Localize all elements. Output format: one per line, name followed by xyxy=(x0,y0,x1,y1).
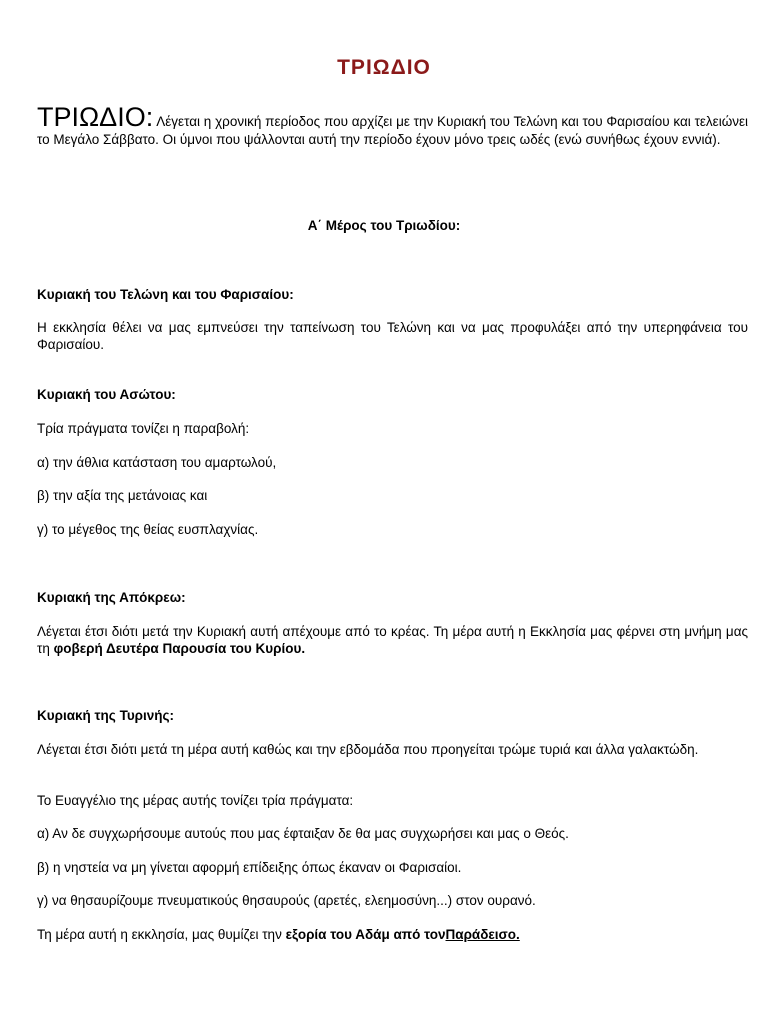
intro-paragraph xyxy=(37,104,748,148)
list-item: β) την αξία της μετάνοιας και xyxy=(37,488,208,503)
section-text: Λέγεται έτσι διότι μετά την Κυριακή αυτή απέχουμε από το κρέας. Τη μέρα αυτή η Εκκλησία μας φέρνει στη μνήμη μας τη xyxy=(37,624,748,656)
section-text-tyrini: Λέγεται έτσι διότι μετά τη μέρα αυτή καθώς και την εβδομάδα που προηγείται τρώμε τυριά και άλλα γαλακτώδη. xyxy=(37,742,699,757)
list-item: α) Αν δε συγχωρήσουμε αυτούς που μας έφταιξαν δε θα μας συγχωρήσει και μας ο Θεός. xyxy=(37,826,569,841)
section-heading-apokreo: Κυριακή της Απόκρεω: xyxy=(37,590,186,605)
section-intro-tyrini: Το Ευαγγέλιο της μέρας αυτής τονίζει τρία πράγματα: xyxy=(37,793,354,808)
closing-paragraph xyxy=(37,926,748,943)
intro-lead: ΤΡΙΩΔΙΟ: xyxy=(37,102,154,132)
intro-text: Λέγεται η χρονική περίοδος που αρχίζει με την Κυριακή του Τελώνη και του Φαρισαίου και τελειώνει το Μεγάλο Σάββατο. Οι ύμνοι που ψάλλονται αυτή την περίοδο έχουν μόνο τρεις ωδές (ενώ συνήθως έχουν εννιά). xyxy=(37,114,748,147)
closing-text: Τη μέρα αυτή η εκκλησία, μας θυμίζει την xyxy=(37,927,286,942)
list-item: β) η νηστεία να μη γίνεται αφορμή επίδειξης όπως έκαναν οι Φαρισαίοι. xyxy=(37,860,462,875)
section-text-apokreo xyxy=(37,623,748,657)
list-item: α) την άθλια κατάσταση του αμαρτωλού, xyxy=(37,455,277,470)
document-title: ΤΡΙΩΔΙΟ xyxy=(337,56,431,79)
section-heading-tyrini: Κυριακή της Τυρινής: xyxy=(37,708,175,723)
closing-bold-underlined: Παράδεισο. xyxy=(445,927,520,942)
section-heading-asotos: Κυριακή του Ασώτου: xyxy=(37,387,176,402)
list-item: γ) το μέγεθος της θείας ευσπλαχνίας. xyxy=(37,522,259,537)
section-intro-asotos: Τρία πράγματα τονίζει η παραβολή: xyxy=(37,421,250,436)
section-text-telonis: Η εκκλησία θέλει να μας εμπνεύσει την ταπείνωση του Τελώνη και να μας προφυλάξει από την υπερηφάνεια του Φαρισαίου. xyxy=(37,320,748,352)
closing-bold-text: εξορία του Αδάμ από τον xyxy=(285,927,446,942)
list-item: γ) να θησαυρίζουμε πνευματικούς θησαυρούς (αρετές, ελεημοσύνη...) στον ουρανό. xyxy=(37,893,536,908)
section-heading-telonis: Κυριακή του Τελώνη και του Φαρισαίου: xyxy=(37,287,294,302)
section-bold-text: φοβερή Δευτέρα Παρουσία του Κυρίου. xyxy=(53,641,306,656)
part-heading: Α΄ Μέρος του Τριωδίου: xyxy=(307,218,461,233)
